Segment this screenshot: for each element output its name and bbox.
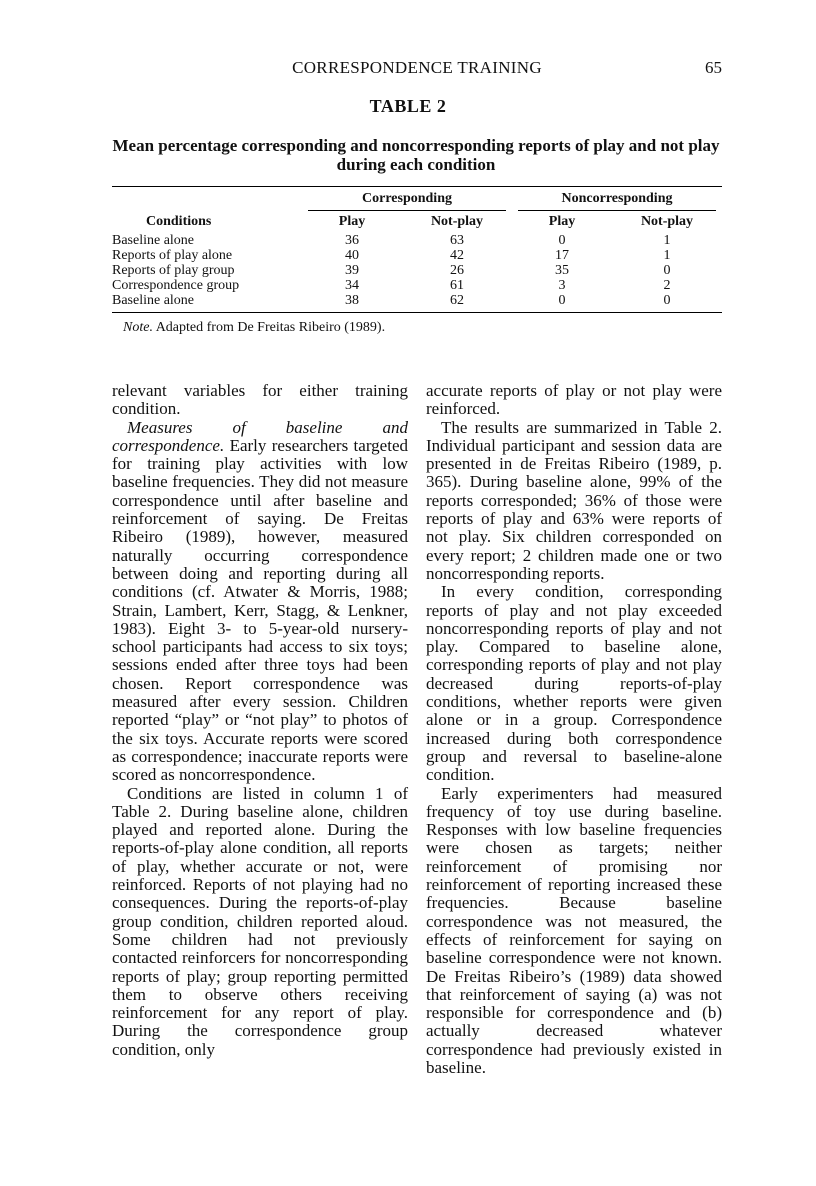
table-cell-condition: Reports of play alone — [112, 248, 233, 263]
body-paragraph — [112, 419, 408, 785]
body-paragraph — [112, 382, 408, 419]
data-table — [112, 186, 722, 313]
paragraph-text: Early experimenters had measured frequency of toy use during baseline. Responses with low baseline frequencies were chosen as targets; neither reinforcement of promising nor reinforcement of reporting increased these frequencies. Because baseline correspondence was not measured, the effects of reinforcement for saying on baseline correspondence were not known. De Freitas Ribeiro’s (1989) data showed that reinforcement of saying (a) was not responsible for correspondence and (b) actually decreased whatever correspondence had previously existed in baseline. — [426, 783, 722, 1077]
table-cell-value: 26 — [450, 263, 464, 278]
table-cell-value: 0 — [558, 293, 566, 308]
table-cell-value: 17 — [555, 248, 569, 263]
running-head — [112, 58, 722, 80]
body-paragraph — [426, 785, 722, 1078]
paragraph-text: relevant variables for either training condition. — [112, 381, 408, 419]
table-cell-value: 62 — [450, 293, 464, 308]
table-row — [112, 233, 722, 248]
table-cell-value: 63 — [450, 233, 464, 248]
table-column-header: Conditions — [146, 214, 212, 229]
section-run-in-heading: Measures of baseline and correspondence. — [112, 417, 408, 455]
table-cell-value: 61 — [450, 278, 464, 293]
table-label: TABLE 2 — [369, 96, 447, 116]
paragraph-text: accurate reports of play or not play were reinforced. — [426, 381, 722, 419]
body-paragraph — [426, 419, 722, 584]
table-column-header: Not-play — [430, 214, 484, 229]
table-cell-value: 0 — [663, 293, 671, 308]
table-caption: Mean percentage corresponding and noncorresponding reports of play and not play during each condition — [112, 136, 720, 174]
running-title: CORRESPONDENCE TRAINING — [292, 58, 542, 77]
table-cell-value: 40 — [345, 248, 359, 263]
body-column-right — [426, 382, 722, 1077]
table-row — [112, 248, 722, 263]
table-column-header: Play — [338, 214, 366, 229]
table-cell-condition: Correspondence group — [112, 278, 240, 293]
body-column-left — [112, 382, 408, 1059]
table-cell-value: 35 — [555, 263, 569, 278]
table-cell-value: 34 — [345, 278, 359, 293]
table-column-header: Play — [548, 214, 576, 229]
table-cell-value: 1 — [663, 233, 671, 248]
table-grid — [112, 187, 722, 308]
table-cell-value: 3 — [558, 278, 566, 293]
paragraph-text: Conditions are listed in column 1 of Table 2. During baseline alone, children played and reported alone. During the reports-of-play alone condition, all reports of play, whether accurate or not, were reinforced. Reports of not playing had no consequences. During the reports-of-play group condition, children reported aloud. Some children had not previously contacted reinforcers for noncorresponding reports of play; group reporting permitted them to observe others receiving reinforcement for any report of play. During the correspondence group condition, only — [112, 783, 408, 1059]
body-paragraph — [112, 785, 408, 1059]
table-column-header-row — [112, 211, 722, 233]
table-row — [112, 293, 722, 308]
paragraph-text: Early researchers targeted for training play activities with low baseline frequencies. They did not measure correspondence until after baseline and reinforcement of saying. De Freitas Ribeiro (1989), however, measured naturally occurring correspondence between doing and reporting during all conditions (cf. Atwater & Morris, 1988; Strain, Lambert, Kerr, Stagg, & Lenkner, 1983). Eight 3- to 5-year-old nursery-school participants had access to six toys; sessions ended after three toys had been chosen. Report correspondence was measured after every session. Children reported “play” or “not play” to photos of the six toys. Accurate reports were scored as correspondence; inaccurate reports were scored as noncorrespondence. — [112, 435, 408, 785]
table-note-text: Adapted from De Freitas Ribeiro (1989). — [155, 320, 386, 335]
table-cell-value: 0 — [558, 233, 566, 248]
table-group-header-noncorresponding: Noncorresponding — [512, 187, 722, 211]
table-row — [112, 263, 722, 278]
table-group-header-corresponding: Corresponding — [302, 187, 512, 211]
table-group-header-row — [112, 187, 722, 211]
table-cell-condition: Baseline alone — [112, 293, 195, 308]
paragraph-text: In every condition, corresponding reports of play and not play exceeded noncorresponding reports of play and not play. Compared to baseline alone, corresponding reports of play and not play decreased during reports-of-play conditions, whether reports were given alone or in a group. Correspondence increased during both correspondence group and reversal to baseline-alone condition. — [426, 582, 722, 785]
table-row — [112, 278, 722, 293]
table-cell-value: 39 — [345, 263, 359, 278]
table-group-header-blank — [112, 187, 302, 211]
table-column-header: Not-play — [640, 214, 694, 229]
table-note — [123, 320, 385, 336]
page-number: 65 — [705, 58, 722, 77]
table-body — [112, 233, 722, 308]
body-paragraph — [426, 382, 722, 419]
table-cell-condition: Reports of play group — [112, 263, 235, 278]
table-bottom-rule — [112, 312, 722, 313]
table-cell-value: 0 — [663, 263, 671, 278]
table-note-label: Note. — [123, 320, 153, 335]
table-cell-value: 38 — [345, 293, 359, 308]
table-cell-value: 1 — [663, 248, 671, 263]
table-cell-value: 2 — [663, 278, 671, 293]
body-paragraph — [426, 583, 722, 784]
table-cell-value: 36 — [345, 233, 359, 248]
table-cell-condition: Baseline alone — [112, 233, 195, 248]
paragraph-text: The results are summarized in Table 2. Individual participant and session data are presented in de Freitas Ribeiro (1989, p. 365). During baseline alone, 99% of the reports corresponded; 36% of those were reports of play and 63% were reports of not play. Six children corresponded on every report; 2 children made one or two noncorresponding reports. — [426, 417, 722, 583]
table-cell-value: 42 — [450, 248, 464, 263]
